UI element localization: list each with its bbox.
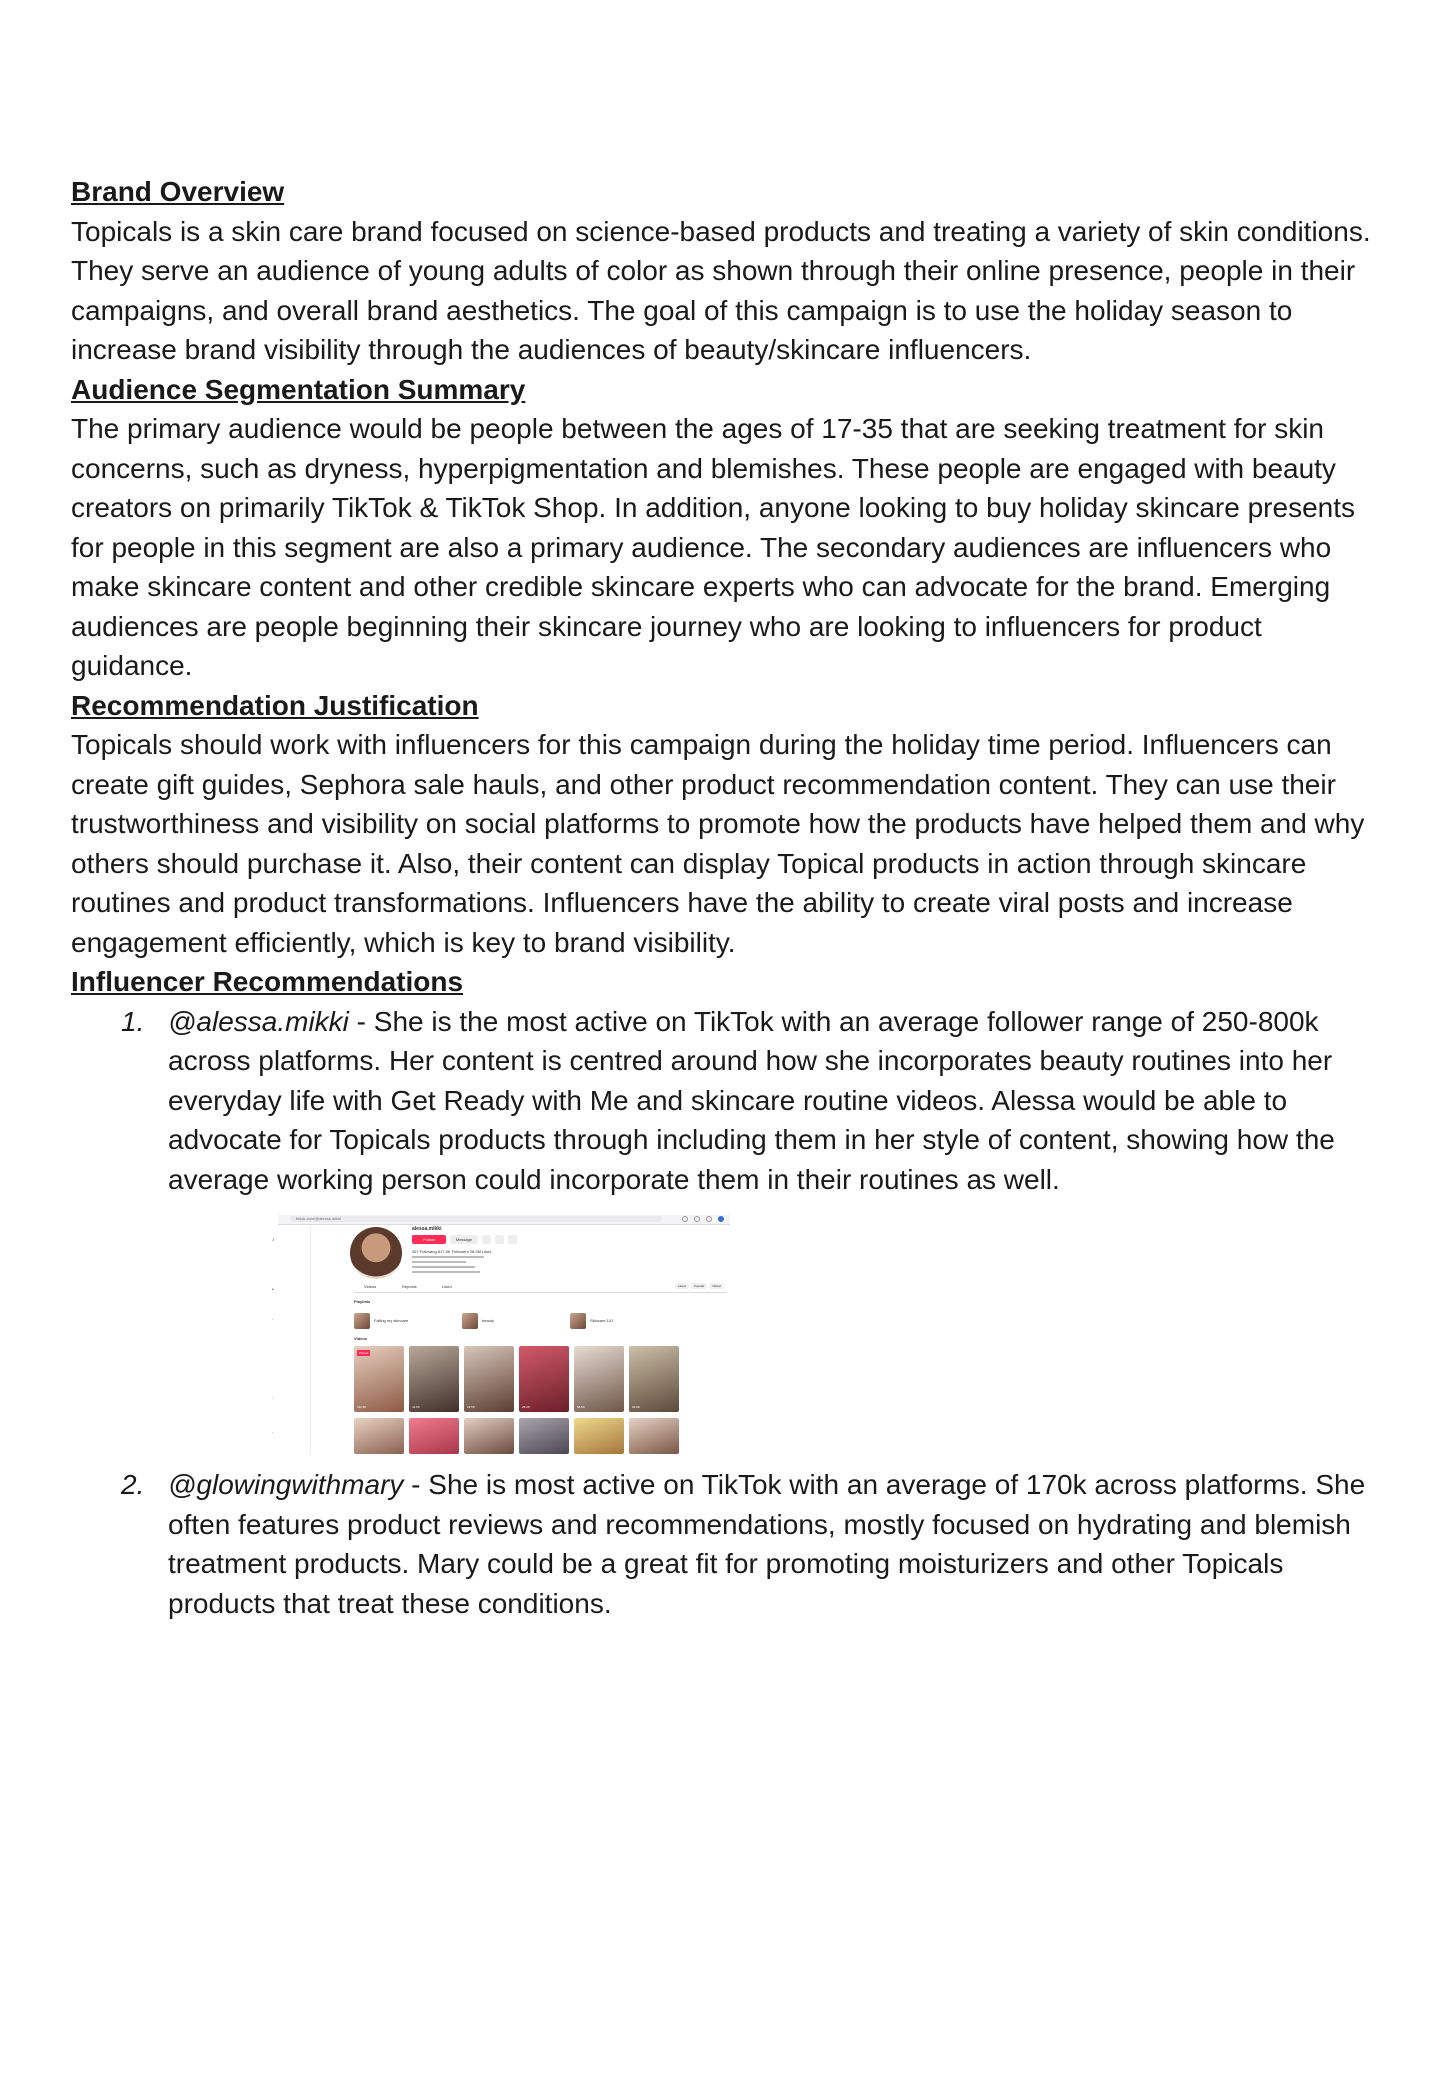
- sidebar-dot-icon: ·: [272, 1395, 274, 1401]
- playlist-thumbnail: [570, 1313, 586, 1329]
- sidebar-dot-icon: ·: [272, 1430, 274, 1436]
- audience-heading: Audience Segmentation Summary: [71, 373, 526, 405]
- profile-icon: [718, 1216, 724, 1222]
- list-number: 2.: [121, 1469, 145, 1500]
- extension-icon: [706, 1216, 712, 1222]
- view-count: 19.5K: [467, 1405, 475, 1409]
- playlist-name: Falling my skincare: [374, 1318, 409, 1323]
- url-field: [290, 1216, 662, 1222]
- recommendation-heading: Recommendation Justification: [71, 689, 479, 721]
- video-thumbnail[interactable]: [629, 1418, 679, 1454]
- influencer-handle: @alessa.mikki: [168, 1005, 349, 1037]
- influencer-item: [71, 1465, 1371, 1623]
- sort-latest[interactable]: Latest: [675, 1283, 689, 1289]
- tab-reposts[interactable]: Reposts: [402, 1284, 417, 1289]
- playlists-label: Playlists: [354, 1299, 371, 1304]
- video-thumbnail[interactable]: [519, 1346, 569, 1412]
- audience-text: The primary audience would be people between the ages of 17-35 that are seeking treatment for skin concerns, such as dryness, hyperpigmentation and blemishes. These people are engaged with beauty creators on primarily TikTok & TikTok Shop. In addition, anyone looking to buy holiday skincare presents for people in this segment are also a primary audience. The secondary audiences are influencers who make skincare content and other credible skincare experts who can advocate for the brand. Emerging audiences are people beginning their skincare journey who are looking to influencers for product guidance.: [71, 413, 1355, 681]
- influencer-list: [71, 1002, 1371, 1624]
- pinned-badge: Pinned: [359, 1351, 369, 1355]
- profile-username: alessa.mikki: [412, 1226, 442, 1232]
- playlist-item[interactable]: [354, 1313, 408, 1329]
- browser-bar: [278, 1215, 730, 1225]
- playlist-thumbnail: [354, 1313, 370, 1329]
- video-thumbnail[interactable]: [409, 1346, 459, 1412]
- videos-label: Videos: [354, 1336, 368, 1341]
- brand-overview-heading: Brand Overview: [71, 176, 285, 207]
- view-count: 32.8K: [632, 1405, 640, 1409]
- document-body: [71, 172, 1371, 1623]
- profile-bio: [412, 1256, 502, 1278]
- tab-videos[interactable]: Videos: [364, 1284, 377, 1289]
- avatar: [350, 1227, 402, 1279]
- profile-stats: 367 Following 817.6K Followers 28.3M Likes: [412, 1249, 492, 1254]
- video-thumbnail[interactable]: [574, 1346, 624, 1412]
- zoom-icon: [682, 1216, 688, 1222]
- video-thumbnail[interactable]: [464, 1346, 514, 1412]
- tiktok-profile-screenshot: [270, 1213, 732, 1455]
- star-icon: [694, 1216, 700, 1222]
- sidebar-dot-icon: •: [272, 1287, 274, 1293]
- view-count: 211.5K: [357, 1405, 367, 1409]
- playlist-item[interactable]: [462, 1313, 494, 1329]
- recommendation-text: Topicals should work with influencers for this campaign during the holiday time period. Influencers can create gift guides, Sephora sale hauls, and other product recommendation content. They can use their trustworthiness and visibility on social platforms to promote how the products have helped them and why others should purchase it. Also, their content can display Topical products in action through skincare routines and product transformations. Influencers have the ability to create viral posts and increase engagement efficiently, which is key to brand visibility.: [71, 729, 1365, 958]
- sort-popular[interactable]: Popular: [691, 1283, 707, 1289]
- tab-liked[interactable]: Liked: [442, 1284, 452, 1289]
- video-thumbnail[interactable]: [629, 1346, 679, 1412]
- influencer-item: [71, 1002, 1371, 1456]
- influencer-handle: @glowingwithmary: [168, 1469, 404, 1500]
- tiktok-logo-icon: ♪: [272, 1237, 275, 1243]
- view-count: 68.6K: [577, 1405, 585, 1409]
- playlist-item[interactable]: [570, 1313, 613, 1329]
- video-thumbnail[interactable]: [409, 1418, 459, 1454]
- playlist-name: beauty: [482, 1318, 495, 1323]
- influencers-heading: Influencer Recommendations: [71, 966, 464, 997]
- influencer-description: - She is the most active on TikTok with an average follower range of 250-800k across platforms. Her content is centred around how she incorporates beauty routines into her everyday life with Get Ready with Me and skincare routine videos. Alessa would be able to advocate for Topicals products through including them in her style of content, showing how the average working person could incorporate them in their routines as well.: [168, 1005, 1335, 1195]
- message-button[interactable]: Message: [450, 1235, 478, 1244]
- sidebar-dot-icon: ·: [272, 1317, 274, 1323]
- view-count: 44.6K: [412, 1405, 420, 1409]
- tiktok-sidebar: [270, 1225, 311, 1455]
- playlist-thumbnail: [462, 1313, 478, 1329]
- brand-overview-text: Topicals is a skin care brand focused on science-based products and treating a variety of skin conditions. They serve an audience of young adults of color as shown through their online presence, people in their campaigns, and overall brand aesthetics. The goal of this campaign is to use the holiday season to increase brand visibility through the audiences of beauty/skincare influencers.: [71, 215, 1371, 365]
- share-icon[interactable]: [495, 1235, 504, 1244]
- follow-button[interactable]: Follow: [412, 1235, 446, 1244]
- video-thumbnail[interactable]: [574, 1418, 624, 1454]
- url-text: tiktok.com/@alessa.mikki: [296, 1216, 341, 1221]
- video-thumbnail[interactable]: [354, 1346, 404, 1412]
- more-icon[interactable]: [508, 1235, 517, 1244]
- video-thumbnail[interactable]: [354, 1418, 404, 1454]
- sort-options: [675, 1283, 724, 1289]
- video-thumbnail[interactable]: [519, 1418, 569, 1454]
- add-friend-icon[interactable]: [482, 1235, 491, 1244]
- view-count: 28.2K: [522, 1405, 530, 1409]
- list-number: 1.: [121, 1005, 145, 1037]
- influencer-description: - She is most active on TikTok with an average of 170k across platforms. She often features product reviews and recommendations, mostly focused on hydrating and blemish treatment products. Mary could be a great fit for promoting moisturizers and other Topicals products that treat these conditions.: [168, 1469, 1366, 1619]
- playlist-name: Skincare 101: [590, 1318, 614, 1323]
- video-thumbnail[interactable]: [464, 1418, 514, 1454]
- sort-oldest[interactable]: Oldest: [709, 1283, 724, 1289]
- profile-tabs: [354, 1284, 726, 1293]
